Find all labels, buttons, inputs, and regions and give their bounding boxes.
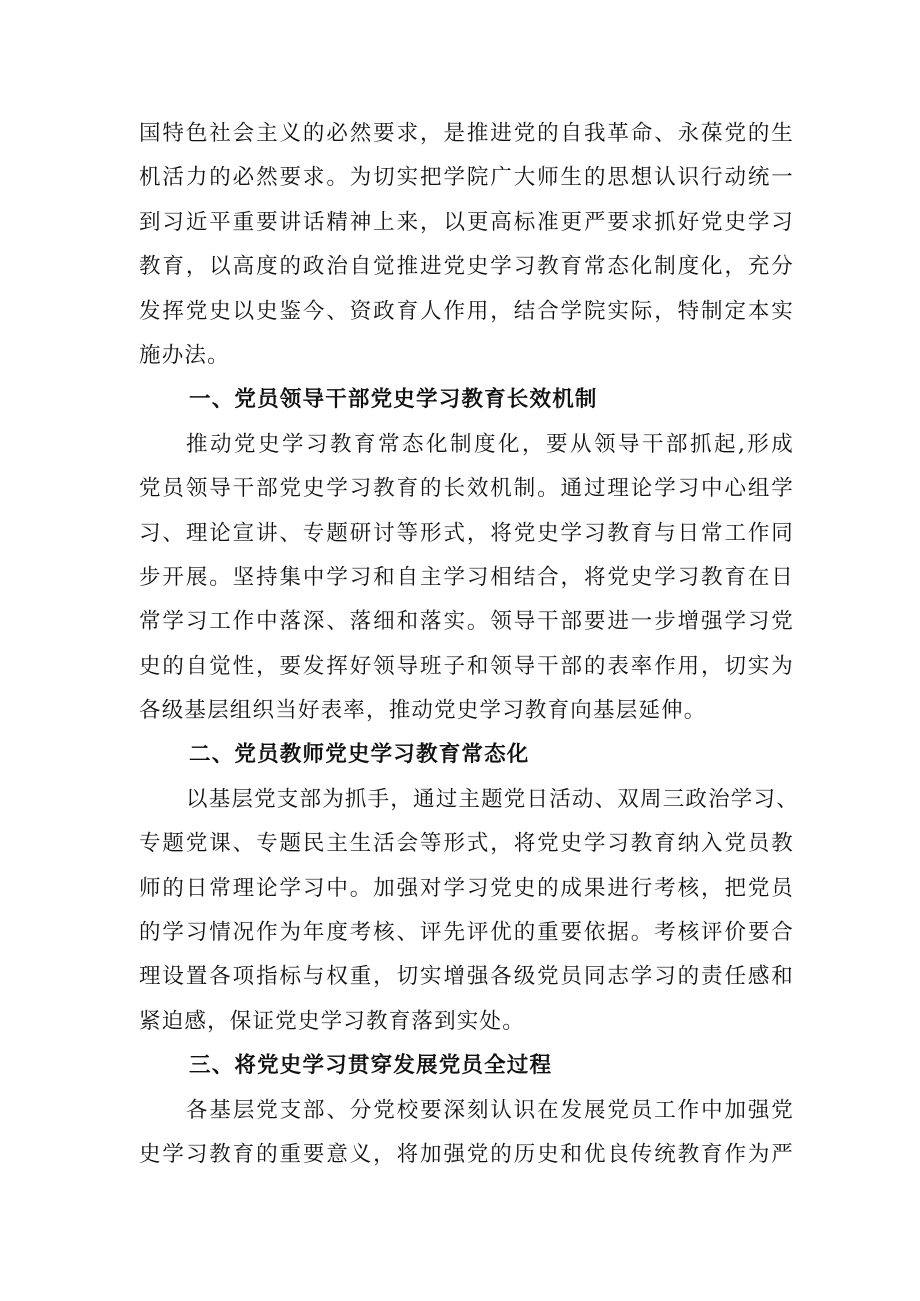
text-line: 理设置各项指标与权重，切实增强各级党员同志学习的责任感和 <box>139 964 794 990</box>
section-heading-3: 三、将党史学习贯穿发展党员全过程 <box>189 1053 553 1079</box>
section-heading-2: 二、党员教师党史学习教育常态化 <box>189 742 530 768</box>
section-1-paragraph <box>139 423 794 734</box>
text-line: 的学习情况作为年度考核、评先评优的重要依据。考核评价要合 <box>139 920 794 946</box>
text-line: 党员领导干部党史学习教育的长效机制。通过理论学习中心组学 <box>139 476 794 502</box>
text-line: 史学习教育的重要意义，将加强党的历史和优良传统教育作为严 <box>139 1141 794 1167</box>
intro-paragraph <box>139 112 794 378</box>
text-line: 机活力的必然要求。为切实把学院广大师生的思想认识行动统一 <box>139 165 794 191</box>
text-line: 师的日常理论学习中。加强对学习党史的成果进行考核，把党员 <box>139 875 794 901</box>
text-line: 以基层党支部为抓手，通过主题党日活动、双周三政治学习、 <box>186 786 799 812</box>
text-line: 推动党史学习教育常态化制度化，要从领导干部抓起,形成 <box>186 431 794 457</box>
text-line: 常学习工作中落深、落细和落实。领导干部要进一步增强学习党 <box>139 609 794 635</box>
text-line: 各级基层组织当好表率，推动党史学习教育向基层延伸。 <box>139 698 707 724</box>
text-line: 史的自觉性，要发挥好领导班子和领导干部的表率作用，切实为 <box>139 653 794 679</box>
text-line: 国特色社会主义的必然要求，是推进党的自我革命、永葆党的生 <box>139 121 794 146</box>
section-3-paragraph <box>139 1089 794 1178</box>
text-line: 专题党课、专题民主生活会等形式，将党史学习教育纳入党员教 <box>139 831 794 857</box>
text-line: 发挥党史以史鉴今、资政育人作用，结合学院实际，特制定本实 <box>139 298 794 324</box>
section-heading-1: 一、党员领导干部党史学习教育长效机制 <box>189 387 598 413</box>
document-body <box>139 112 799 1177</box>
text-line: 紧迫感，保证党史学习教育落到实处。 <box>139 1008 525 1034</box>
text-line: 施办法。 <box>139 342 230 368</box>
section-2-paragraph <box>139 778 799 1044</box>
text-line: 到习近平重要讲话精神上来，以更高标准更严要求抓好党史学习 <box>139 209 794 235</box>
text-line: 各基层党支部、分党校要深刻认识在发展党员工作中加强党 <box>186 1097 794 1123</box>
text-line: 步开展。坚持集中学习和自主学习相结合，将党史学习教育在日 <box>139 564 794 590</box>
text-line: 习、理论宣讲、专题研讨等形式，将党史学习教育与日常工作同 <box>139 520 794 546</box>
text-line: 教育，以高度的政治自觉推进党史学习教育常态化制度化，充分 <box>139 254 794 280</box>
